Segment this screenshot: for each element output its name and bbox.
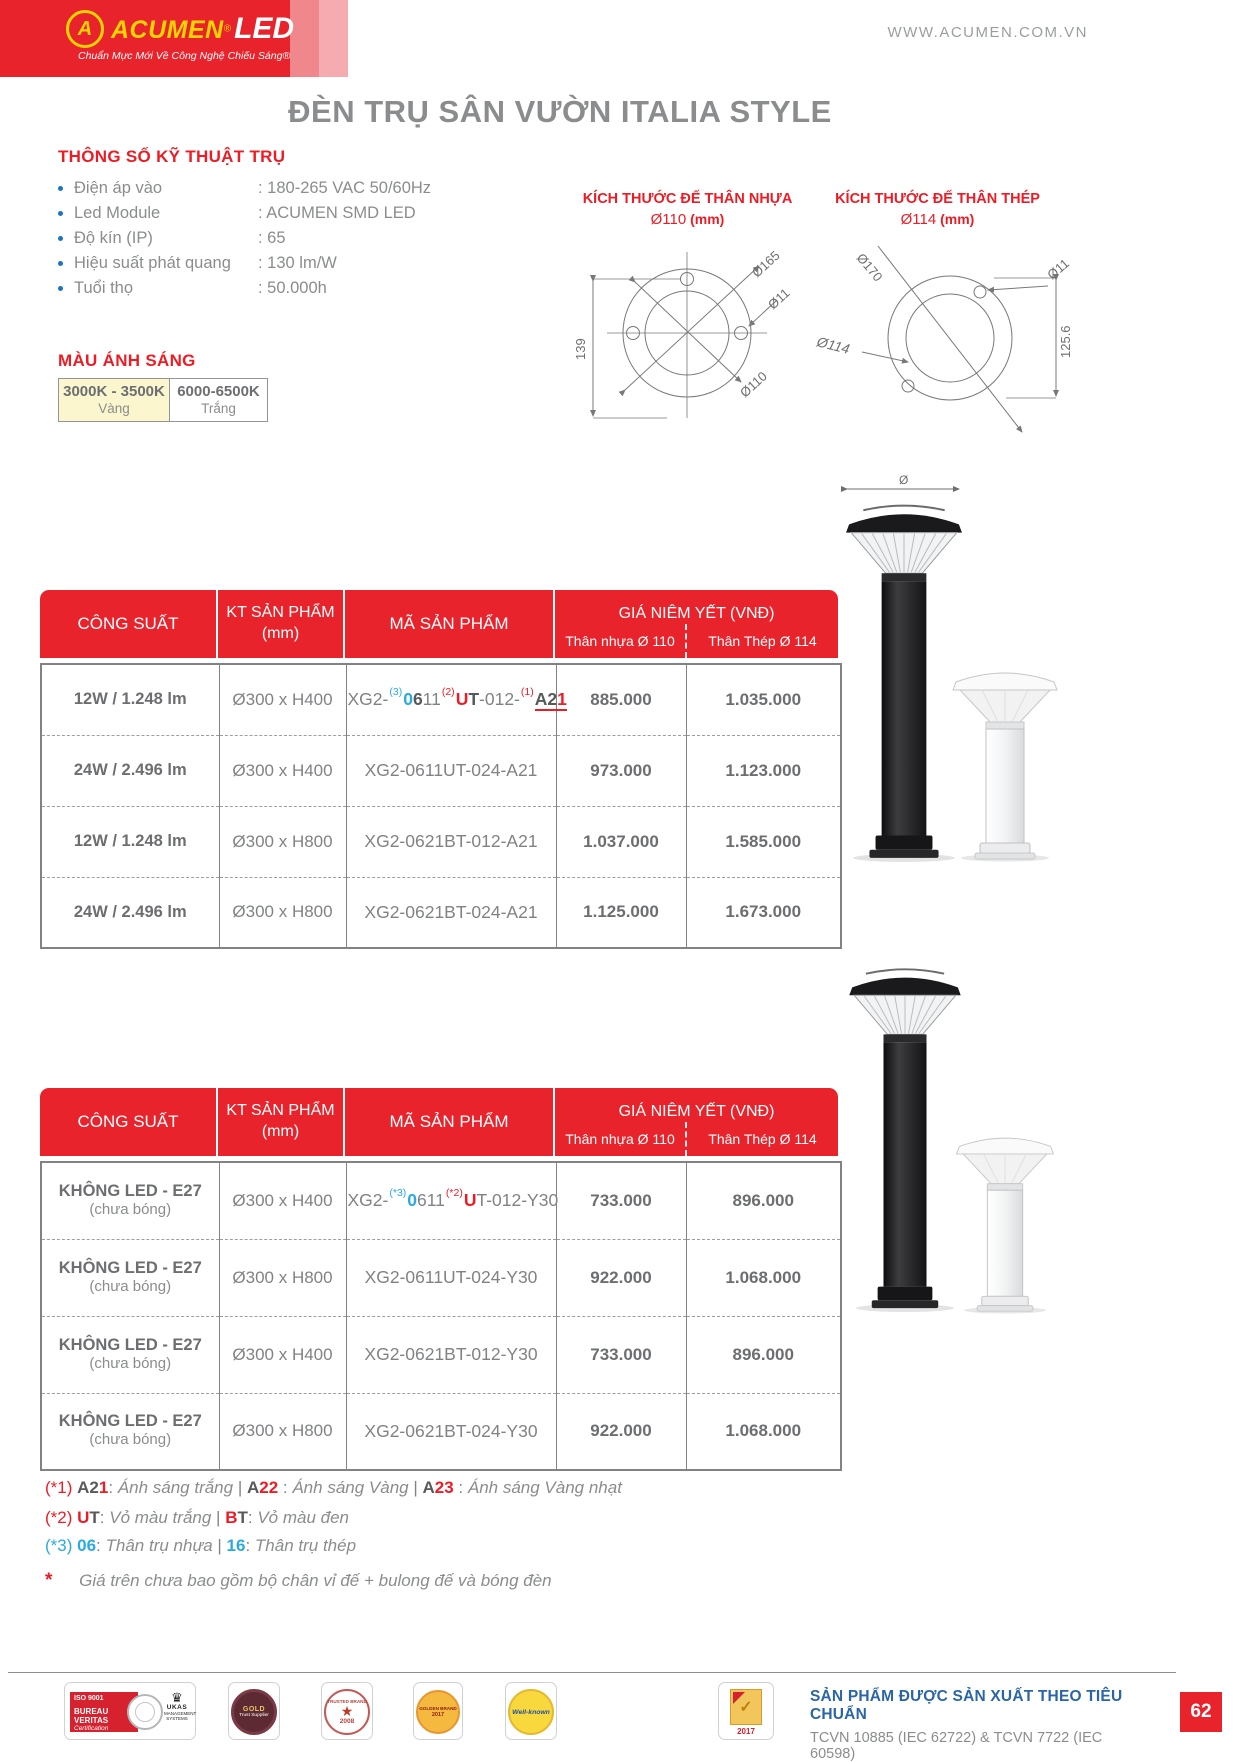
- plastic-base-dimension-diagram: [563, 236, 825, 434]
- col-header-power: CÔNG SUẤT: [40, 1088, 218, 1156]
- trusted-brand-icon: TRUSTED BRAND ★ 2008: [324, 1689, 370, 1735]
- table-body: [40, 663, 842, 949]
- table-row: KHÔNG LED - E27 (chưa bóng) Ø300 x H800 XG2-0611UT-024-Y30 922.000 1.068.000: [41, 1239, 841, 1316]
- table-row: KHÔNG LED - E27 (chưa bóng) Ø300 x H800 XG2-0621BT-024-Y30 922.000 1.068.000: [41, 1393, 841, 1470]
- bullet-icon: [58, 186, 63, 191]
- page-title: ĐÈN TRỤ SÂN VƯỜN ITALIA STYLE: [288, 94, 832, 129]
- col-header-size: KT SẢN PHẨM (mm): [218, 1088, 345, 1156]
- bullet-icon: [58, 211, 63, 216]
- bullet-icon: [58, 286, 63, 291]
- footnote-price-disclaimer: * Giá trên chưa bao gồm bộ chân vỉ đế + bulong đế và bóng đèn: [45, 1570, 552, 1591]
- specs-heading: THÔNG SỐ KỸ THUẬT TRỤ: [58, 147, 286, 166]
- brand-led: LED: [234, 12, 295, 45]
- vietnam-quality-2017-logo: ✓ 2017: [718, 1682, 774, 1740]
- brand-name: ACUMEN: [111, 16, 224, 44]
- col-header-price-plastic: Thân nhựa Ø 110: [565, 1130, 675, 1147]
- dim-label-d165: Ø165: [748, 247, 783, 281]
- table-header: [40, 590, 840, 658]
- brand-tagline: Chuẩn Mực Mới Về Công Nghệ Chiếu Sáng®: [78, 50, 291, 62]
- product-image-black-bollard: [843, 498, 965, 864]
- gold-trust-supplier-icon: GOLD Trust Supplier: [231, 1689, 277, 1735]
- standards-statement: SẢN PHẨM ĐƯỢC SẢN XUẤT THEO TIÊU CHUẨN TCVN 10885 (IEC 62722) & TCVN 7722 (IEC 60598): [810, 1688, 1123, 1762]
- website-url: WWW.ACUMEN.COM.VN: [887, 24, 1088, 41]
- dim-label-d114: Ø114: [815, 333, 852, 357]
- spec-row-voltage: Điện áp vào : 180-265 VAC 50/60Hz: [58, 176, 488, 201]
- col-header-price-steel: Thân Thép Ø 114: [685, 624, 838, 658]
- brand-reg-mark: ®: [223, 23, 232, 35]
- golden-brand-logo: [413, 1682, 463, 1740]
- price-table-no-led: [40, 1088, 840, 1471]
- table-row: KHÔNG LED - E27 (chưa bóng) Ø300 x H400 XG2-0621BT-012-Y30 733.000 896.000: [41, 1316, 841, 1393]
- light-color-options: [58, 378, 268, 422]
- bureau-veritas-seal-icon: [127, 1694, 163, 1730]
- spec-row-efficacy: Hiệu suất phát quang : 130 lm/W: [58, 251, 488, 276]
- trusted-brand-logo: [321, 1682, 373, 1740]
- product-image-white-bollard: [950, 1126, 1060, 1314]
- table-row: 24W / 2.496 lm Ø300 x H400 XG2-0611UT-024-A21 973.000 1.123.000: [41, 735, 841, 806]
- col-header-price-steel: Thân Thép Ø 114: [685, 1122, 838, 1156]
- light-color-heading: MÀU ÁNH SÁNG: [58, 351, 196, 370]
- col-header-power: CÔNG SUẤT: [40, 590, 218, 658]
- table-row: KHÔNG LED - E27 (chưa bóng) Ø300 x H400 $XG2-^{(*3)}0611^{(*2)}UT-012-Y30$ 733.000 896.000: [41, 1162, 841, 1239]
- spec-row-lifetime: Tuổi thọ : 50.000h: [58, 276, 488, 301]
- table-row: 12W / 1.248 lm Ø300 x H400 XG2-$^{(3)}$0611$^{(2)}$UT-012-$^{(1)}$A21 885.000 1.035.000: [41, 664, 841, 735]
- dim-label-d11: Ø11: [764, 285, 793, 313]
- col-header-size: KT SẢN PHẨM (mm): [218, 590, 345, 658]
- well-known-logo: [505, 1682, 557, 1740]
- product-image-white-bollard: [950, 658, 1060, 864]
- dim-label-d170: Ø170: [853, 250, 886, 285]
- bullet-icon: [58, 261, 63, 266]
- steel-base-dimension-diagram: [808, 224, 1090, 436]
- acumen-logo-icon: A: [66, 10, 104, 48]
- table-body: [40, 1161, 842, 1471]
- col-header-price-group: GIÁ NIÊM YẾT (VNĐ) Thân nhựa Ø 110 Thân Thép Ø 114: [555, 1088, 838, 1156]
- page-number-badge: 62: [1180, 1692, 1222, 1732]
- spec-row-ip: Độ kín (IP) : 65: [58, 226, 488, 251]
- col-header-price-plastic: Thân nhựa Ø 110: [565, 632, 675, 649]
- dim-label-d110: Ø110: [736, 368, 770, 401]
- light-color-cool: 6000-6500K Trắng: [170, 378, 268, 422]
- dim-label-139: 139: [573, 338, 588, 360]
- footer-divider: [8, 1672, 1176, 1673]
- specs-list: [58, 176, 488, 301]
- diameter-dimension-arrow: [843, 474, 963, 494]
- bureau-veritas-logo: [64, 1682, 196, 1740]
- table-row: 24W / 2.496 lm Ø300 x H800 XG2-0621BT-024-A21 1.125.000 1.673.000: [41, 877, 841, 948]
- footnote-3: (*3) 06: Thân trụ nhựa | 16: Thân trụ thép: [45, 1536, 357, 1555]
- dim-label-125-6: 125.6: [1058, 325, 1073, 358]
- dim-label-diameter: Ø: [899, 473, 909, 487]
- ukas-mark-icon: ♛ UKAS MANAGEMENT SYSTEMS: [164, 1690, 197, 1722]
- diagram-steel-title: KÍCH THƯỚC ĐẾ THÂN THÉP Ø114 (mm): [835, 191, 1040, 228]
- product-image-black-bollard: [843, 962, 967, 1314]
- iso-9001-badge: ISO 9001 BUREAU VERITAS Certification: [70, 1692, 138, 1732]
- table-row: 12W / 1.248 lm Ø300 x H800 XG2-0621BT-012-A21 1.037.000 1.585.000: [41, 806, 841, 877]
- header-pink-strip-2: [319, 0, 348, 77]
- bullet-icon: [58, 236, 63, 241]
- golden-brand-icon: GOLDEN BRAND 2017: [416, 1690, 460, 1734]
- light-color-warm: 3000K - 3500K Vàng: [58, 378, 170, 422]
- well-known-icon: Well-known: [508, 1689, 554, 1735]
- quality-shield-icon: ✓: [730, 1689, 762, 1725]
- dim-label-d11: Ø11: [1044, 255, 1073, 283]
- header-pink-strip-1: [290, 0, 319, 77]
- table-header: [40, 1088, 840, 1156]
- spec-row-led-module: Led Module : ACUMEN SMD LED: [58, 201, 488, 226]
- footnote-1: (*1) A21: Ánh sáng trắng | A22 : Ánh sáng Vàng | A23 : Ánh sáng Vàng nhạt: [45, 1478, 622, 1497]
- price-table-led: [40, 590, 840, 949]
- footnote-2: (*2) UT: Vỏ màu trắng | BT: Vỏ màu đen: [45, 1508, 349, 1527]
- acumen-logo: [66, 10, 294, 48]
- gold-trust-supplier-logo: [228, 1682, 280, 1740]
- col-header-code: MÃ SẢN PHẨM: [345, 590, 555, 658]
- col-header-code: MÃ SẢN PHẨM: [345, 1088, 555, 1156]
- col-header-price-group: GIÁ NIÊM YẾT (VNĐ) Thân nhựa Ø 110 Thân Thép Ø 114: [555, 590, 838, 658]
- diagram-plastic-title: KÍCH THƯỚC ĐẾ THÂN NHỰA Ø110 (mm): [582, 191, 793, 228]
- flag-icon: [733, 1692, 745, 1704]
